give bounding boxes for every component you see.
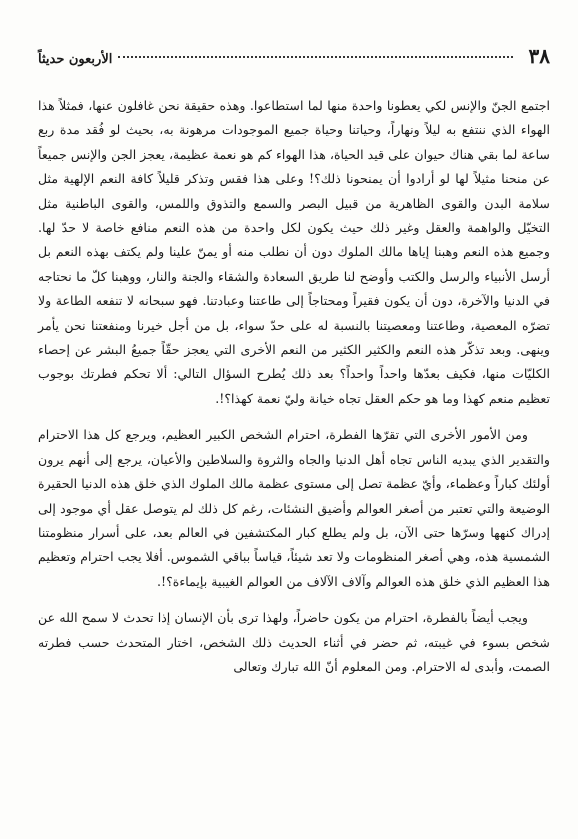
body-text xyxy=(38,94,550,679)
paragraph: اجتمع الجنّ والإنس لكي يعطونا واحدة منها لما استطاعوا. وهذه حقيقة نحن غافلون عنها، فمثلاً هذا الهواء الذي ننتفع به ليلاً ونهاراً، وحياتنا وحياة جميع الموجودات مرهونة به، بحيث لو فُقد مدة ربع ساعة لما بقي هناك حيوان على قيد الحياة، هذا الهواء كم هو نعمة عظيمة، يعجز الجن والإنس جميعاً عن منحنا مثيلاً لها لو أرادوا أن يمنحونا ذلك؟! وعلى هذا فقس وتذكر قليلاً كافة النعم الإلهية مثل سلامة البدن والقوى الظاهرية من قبيل البصر والسمع والتذوق واللمس، والقوى الباطنية مثل التخيّل والواهمة والعقل وغير ذلك حيث يكون لكل واحدة من هذه النعم منافع خاصة لا حدّ لها. وجميع هذه النعم وهبنا إياها مالك الملوك دون أن نطلب منه أو يمنّ علينا ولم يكتف بهذه النعم بل أرسل الأنبياء والرسل والكتب وأوضح لنا طريق السعادة والشقاء والجنة والنار، ووهبنا كلّ ما نحتاجه في الدنيا والآخرة، دون أن يكون فقيراً ومحتاجاً إلى طاعتنا وعبادتنا. فهو سبحانه لا تنفعه الطاعة ولا تضرّه المعصية، وطاعتنا ومعصيتنا بالنسبة له على حدّ سواء، بل من أجل خيرنا ومنفعتنا نحن يأمر وينهى. وبعد تذكّر هذه النعم والكثير الكثير من النعم الأخرى التي يعجز حقّاً جميعُ البشر عن إحصاء الكليّات منها، فكيف بعدّها واحداً واحداً؟ بعد ذلك يُطرح السؤال التالي: ألا تحكم فطرتك بوجوب تعظيم منعم كهذا وما هو حكم العقل تجاه خيانة وليّ نعمة كهذا؟!. xyxy=(38,98,550,406)
book-title: الأربعون حديثاً xyxy=(38,52,113,67)
paragraph: ومن الأمور الأخرى التي تقرّها الفطرة، احترام الشخص الكبير العظيم، ويرجع كل هذا الاحترام والتقدير الذي يبديه الناس تجاه أهل الدنيا والجاه والثروة والسلاطين والأعيان، يرجع إلى أنهم يرون أولئك كباراً وعظماء، وأيّ عظمة تصل إلى مستوى عظمة مالك الملوك الذي خلق هذه الدنيا الحقيرة الوضيعة والتي تعتبر من أصغر العوالم وأضيق النشئات، رغم كل ذلك لم يتوصل عقل أي موجود إلى إدراك كنهها وسرّها حتى الآن، بل ولم يطلع كبار المكتشفين في العالم بعد، على أسرار منظومتنا الشمسية هذه، وهي أصغر المنظومات ولا تعد شيئاً، قياساً بباقي الشموس. أفلا يجب احترام وتعظيم هذا العظيم الذي خلق هذه العوالم وآلاف الآلاف من العوالم الغيبية بإيماءة؟!. xyxy=(38,427,550,589)
page-number: ٣٨ xyxy=(528,44,550,68)
paragraph: ويجب أيضاً بالفطرة، احترام من يكون حاضراً، ولهذا ترى بأن الإنسان إذا تحدث لا سمح الله عن شخص بسوء في غيبته، ثم حضر في أثناء الحديث ذلك الشخص، اختار المتحدث حسب فطرته الصمت، وأبدى له الاحترام. ومن المعلوم أنّ الله تبارك وتعالى xyxy=(38,610,550,674)
running-header xyxy=(38,0,550,72)
header-dotted-leader xyxy=(118,56,512,58)
